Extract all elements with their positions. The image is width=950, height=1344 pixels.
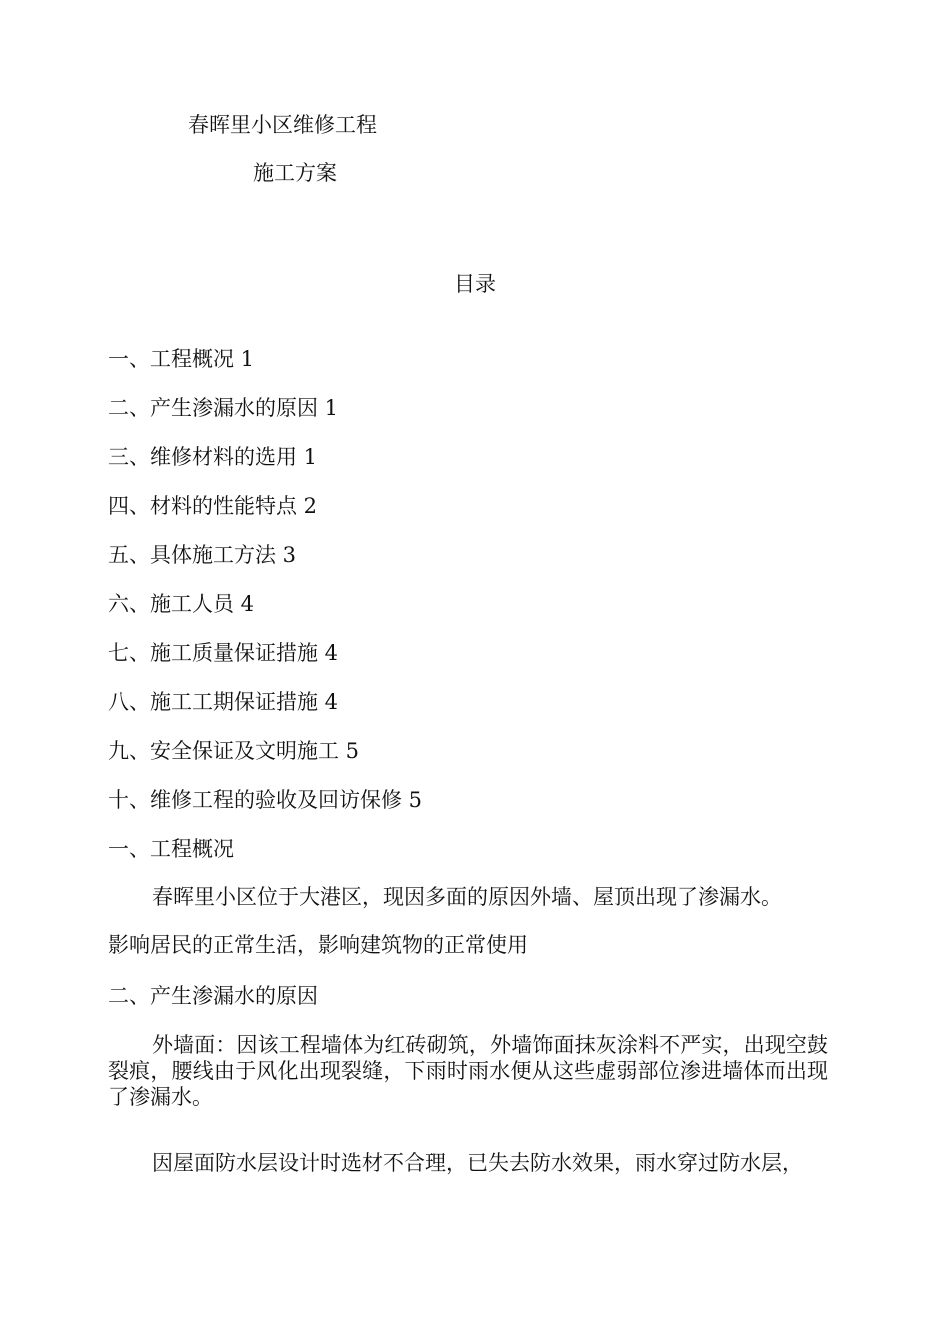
toc-item[interactable]: 二、产生渗漏水的原因 1 — [108, 396, 339, 420]
toc-item[interactable]: 三、维修材料的选用 1 — [108, 445, 318, 469]
document-title: 春晖里小区维修工程 — [188, 113, 377, 137]
toc-item[interactable]: 五、具体施工方法 3 — [108, 543, 297, 567]
section-heading-overview: 一、工程概况 — [108, 837, 234, 861]
table-of-contents — [108, 346, 422, 836]
toc-item[interactable]: 四、材料的性能特点 2 — [108, 494, 318, 518]
toc-heading: 目录 — [454, 272, 496, 296]
toc-item[interactable]: 一、工程概况 1 — [108, 347, 255, 371]
toc-item[interactable]: 十、维修工程的验收及回访保修 5 — [108, 788, 423, 812]
leak-causes-paragraph-roof: 因屋面防水层设计时选材不合理，已失去防水效果，雨水穿过防水层， — [152, 1151, 803, 1175]
overview-paragraph-line2: 影响居民的正常生活，影响建筑物的正常使用 — [108, 933, 528, 957]
overview-paragraph-line1: 春晖里小区位于大港区，现因多面的原因外墙、屋顶出现了渗漏水。 — [152, 885, 782, 909]
toc-item[interactable]: 九、安全保证及文明施工 5 — [108, 739, 360, 763]
toc-item[interactable]: 七、施工质量保证措施 4 — [108, 641, 339, 665]
toc-item[interactable]: 八、施工工期保证措施 4 — [108, 690, 339, 714]
leak-causes-paragraph-walls: 外墙面：因该工程墙体为红砖砌筑，外墙饰面抹灰涂料不严实，出现空鼓裂痕，腰线由于风化出现裂缝，下雨时雨水便从这些虚弱部位渗进墙体而出现了渗漏水。 — [108, 1033, 828, 1109]
section-heading-leak-causes: 二、产生渗漏水的原因 — [108, 984, 318, 1008]
document-subtitle: 施工方案 — [253, 161, 337, 185]
toc-item[interactable]: 六、施工人员 4 — [108, 592, 255, 616]
